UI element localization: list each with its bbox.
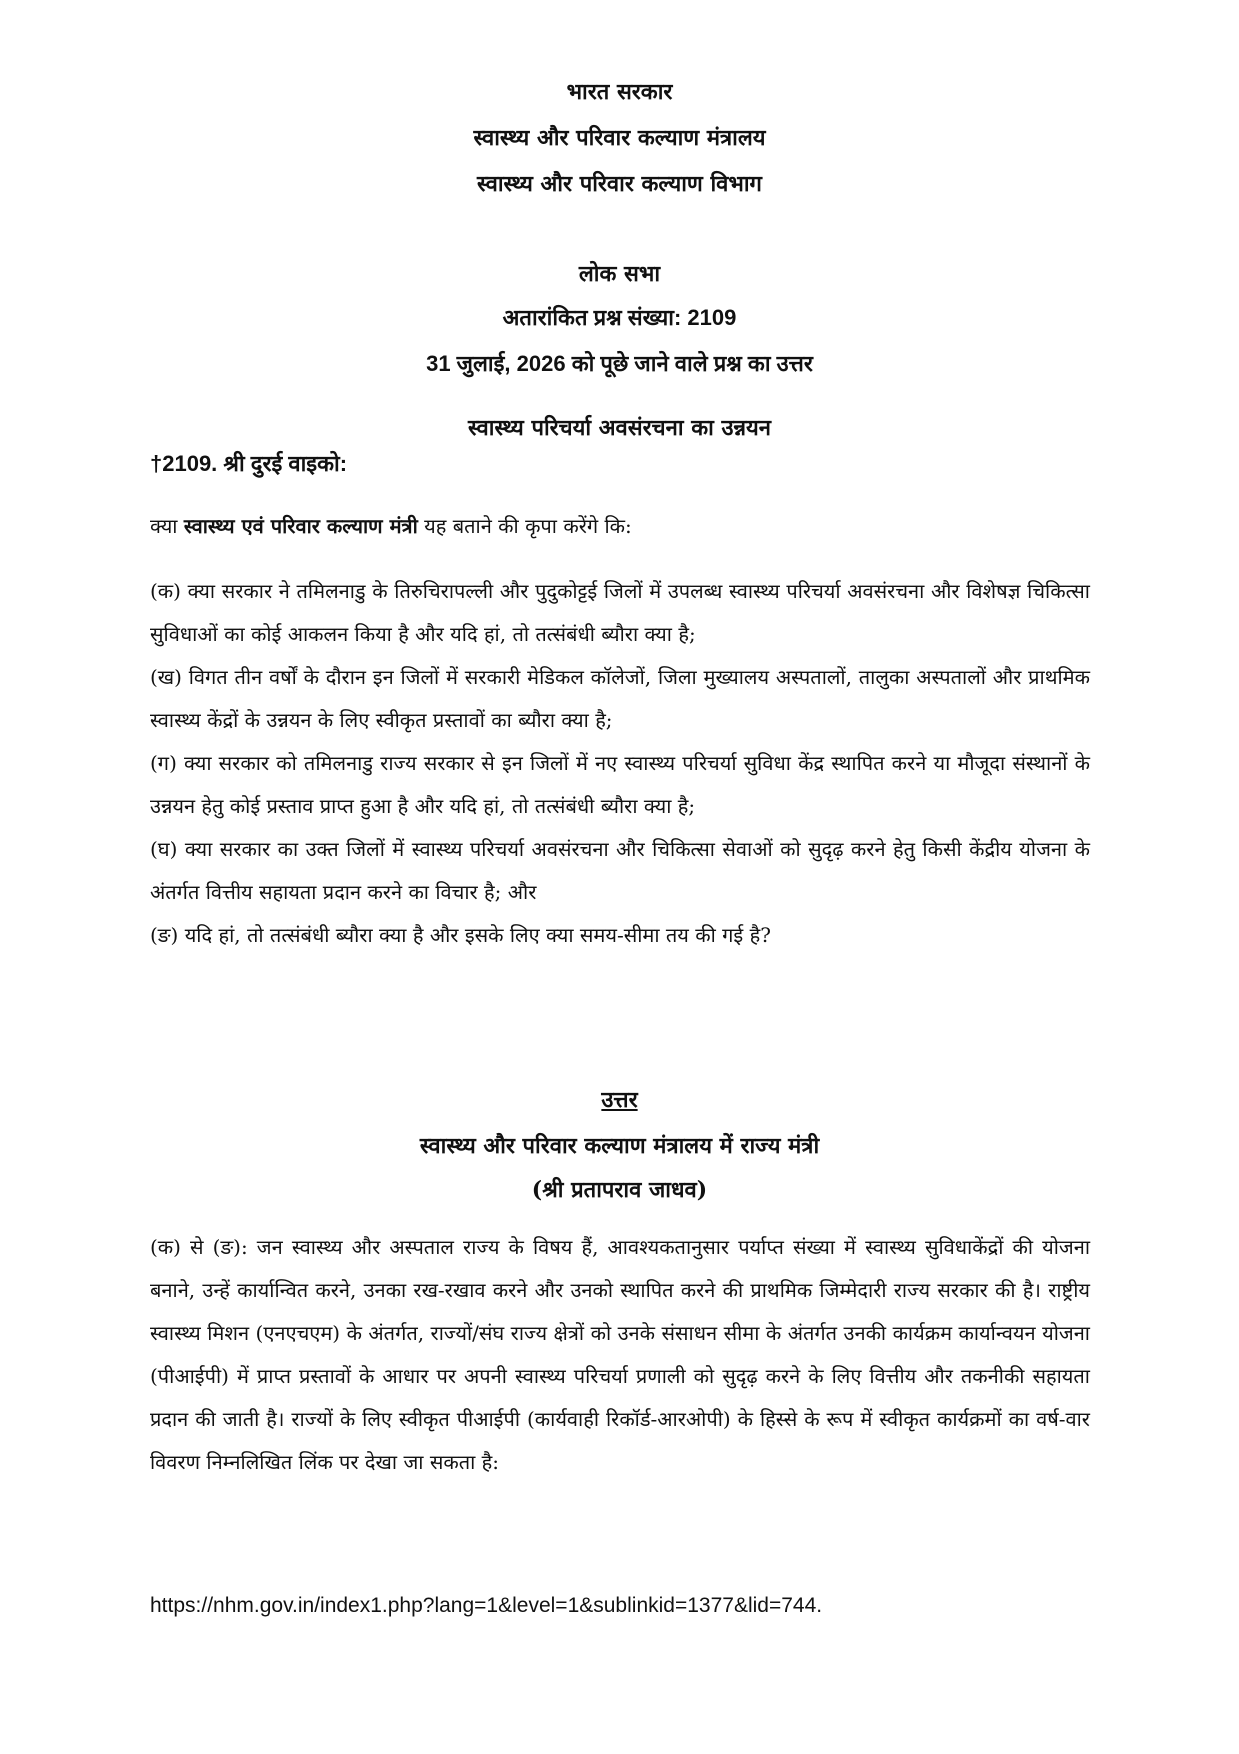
header-department: स्वास्थ्य और परिवार कल्याण विभाग — [477, 171, 762, 197]
question-item-gha: (घ) क्या सरकार का उक्त जिलों में स्वास्थ्य परिचर्या अवसंरचना और चिकित्सा सेवाओं को सुदृढ़ करने हेतु किसी केंद्रीय योजना के अंतर्गत वित्तीय सहायता प्रदान करने का विचार है; और — [150, 837, 1090, 904]
question-subject: स्वास्थ्य परिचर्या अवसंरचना का उन्नयन — [467, 415, 772, 441]
question-item-ga: (ग) क्या सरकार को तमिलनाडु राज्य सरकार से इन जिलों में नए स्वास्थ्य परिचर्या सुविधा केंद्र स्थापित करने या मौजूदा संस्थानों के उन्नयन हेतु कोई प्रस्ताव प्राप्त हुआ है और यदि हां, तो तत्संबंधी ब्यौरा क्या है; — [150, 751, 1090, 818]
question-date: 31 जुलाई, 2026 को पूछे जाने वाले प्रश्न का उत्तर — [426, 351, 813, 376]
reference-link[interactable]: https://nhm.gov.in/index1.php?lang=1&level=1&sublinkid=1377&lid=744. — [150, 1594, 823, 1617]
answer-by: स्वास्थ्य और परिवार कल्याण मंत्रालय में राज्य मंत्री — [419, 1133, 820, 1159]
header-ministry: स्वास्थ्य और परिवार कल्याण मंत्रालय — [473, 125, 766, 151]
answer-heading: उत्तर — [601, 1087, 638, 1113]
intro-prefix: क्या — [150, 514, 184, 538]
answer-text: (क) से (ङ): जन स्वास्थ्य और अस्पताल राज्य के विषय हैं, आवश्यकतानुसार पर्याप्त संख्या में स्वास्थ्य सुविधाकेंद्रों की योजना बनाने, उन्हें कार्यान्वित करने, उनका रख-रखाव करने और उनको स्थापित करने की प्राथमिक जिम्मेदारी राज्य सरकार की है। राष्ट्रीय स्वास्थ्य मिशन (एनएचएम) के अंतर्गत, राज्यों/संघ राज्य क्षेत्रों को उनके संसाधन सीमा के अंतर्गत उनकी कार्यक्रम कार्यान्वयन योजना (पीआईपी) में प्राप्त प्रस्तावों के आधार पर अपनी स्वास्थ्य परिचर्या प्रणाली को सुदृढ़ करने के लिए वित्तीय और तकनीकी सहायता प्रदान की जाती है। राज्यों के लिए स्वीकृत पीआईपी (कार्यवाही रिकॉर्ड-आरओपी) के हिस्से के रूप में स्वीकृत कार्यक्रमों का वर्ष-वार विवरण निम्नलिखित लिंक पर देखा जा सकता है: — [150, 1235, 1090, 1474]
question-type: अतारांकित प्रश्न संख्या: 2109 — [502, 305, 737, 330]
question-item-nga: (ङ) यदि हां, तो तत्संबंधी ब्यौरा क्या है और इसके लिए क्या समय-सीमा तय की गई है? — [150, 923, 771, 947]
house-name: लोक सभा — [578, 261, 661, 287]
intro-suffix: यह बताने की कृपा करेंगे कि: — [417, 514, 632, 538]
minister-name: (श्री प्रतापराव जाधव) — [531, 1177, 708, 1203]
question-list — [150, 570, 1090, 957]
header-government: भारत सरकार — [566, 79, 673, 105]
question-number: †2109. श्री दुरई वाइको: — [150, 451, 348, 476]
intro-minister: स्वास्थ्य एवं परिवार कल्याण मंत्री — [183, 514, 418, 538]
question-item-ka: (क) क्या सरकार ने तमिलनाडु के तिरुचिरापल्ली और पुदुकोट्टई जिलों में उपलब्ध स्वास्थ्य परिचर्या अवसंरचना और विशेषज्ञ चिकित्सा सुविधाओं का कोई आकलन किया है और यदि हां, तो तत्संबंधी ब्यौरा क्या है; — [150, 579, 1090, 646]
question-item-kha: (ख) विगत तीन वर्षों के दौरान इन जिलों में सरकारी मेडिकल कॉलेजों, जिला मुख्यालय अस्पतालों, तालुका अस्पतालों और प्राथमिक स्वास्थ्य केंद्रों के उन्नयन के लिए स्वीकृत प्रस्तावों का ब्यौरा क्या है; — [150, 665, 1090, 732]
question-intro — [150, 512, 632, 539]
